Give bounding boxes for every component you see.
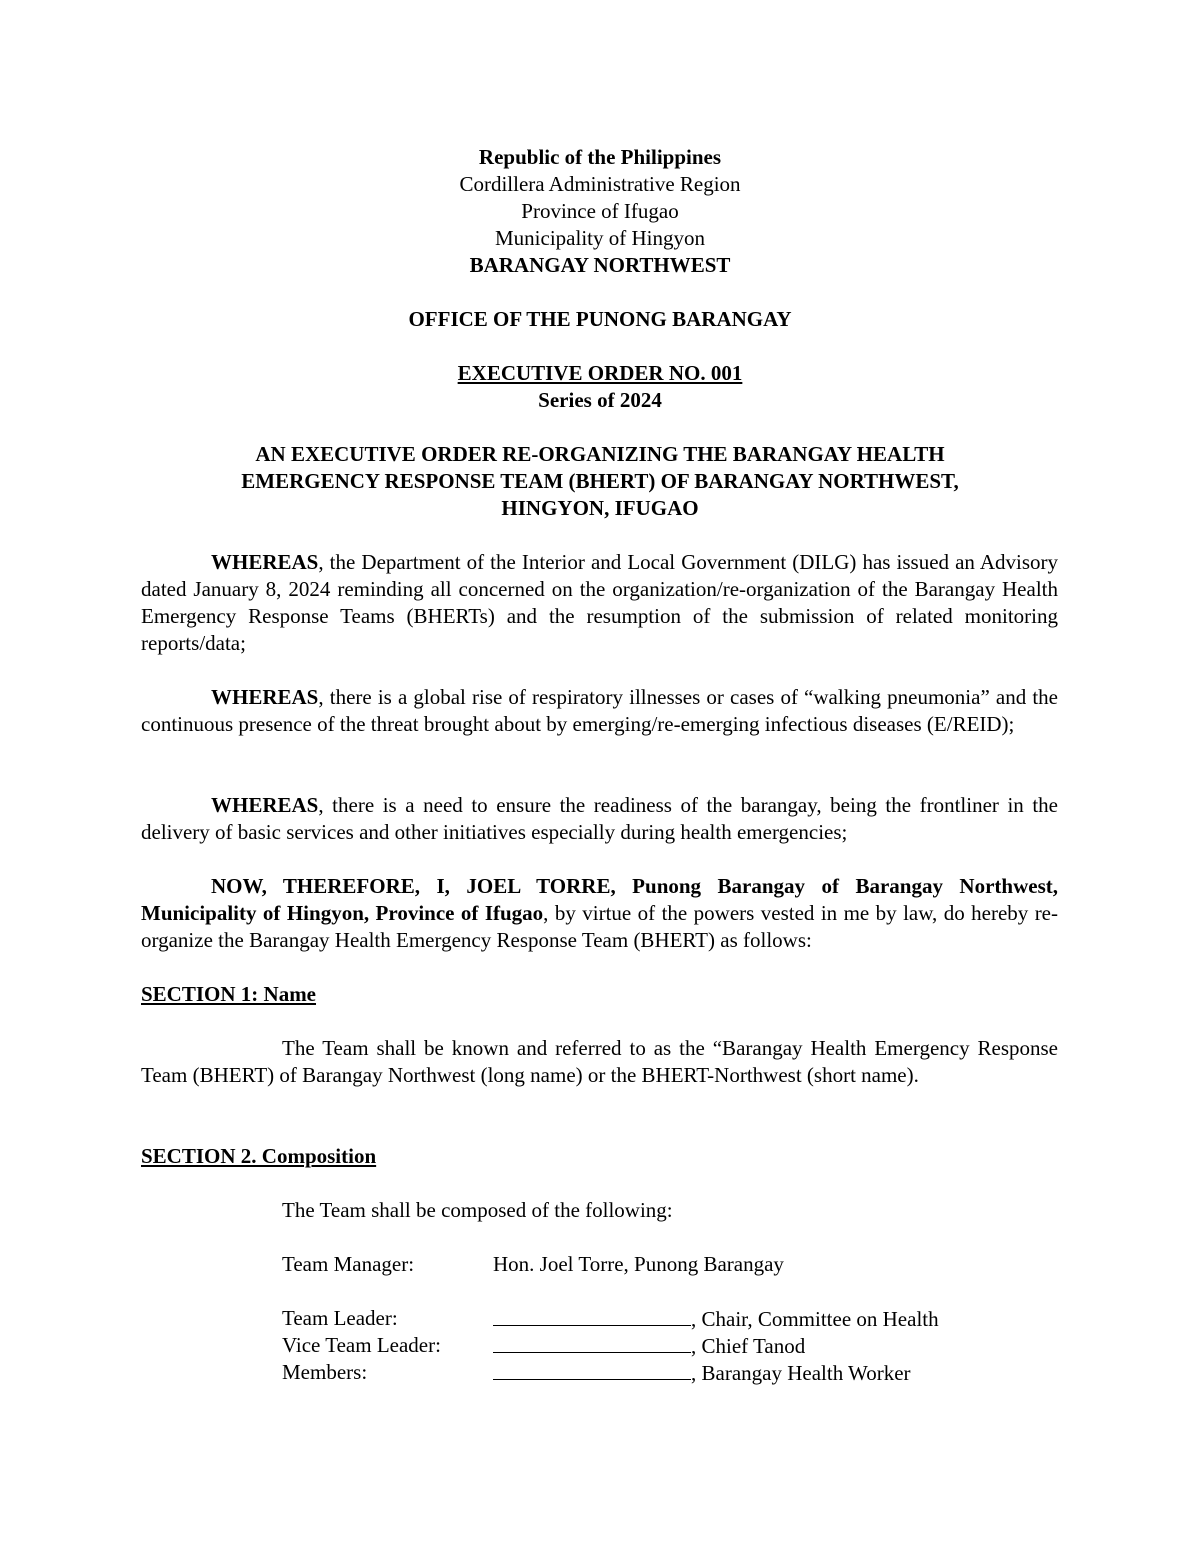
whereas-paragraph-3 — [141, 792, 1058, 846]
now-therefore-text: , by virtue of the powers vested in me by law, do hereby re-organize the Barangay Health Emergency Response Team (BHERT) as follows: — [141, 901, 1058, 952]
whereas-text: , the Department of the Interior and Local Government (DILG) has issued an Advisory dated January 8, 2024 reminding all concerned on the organization/re-organization of the Barangay Health Emergency Response Teams (BHERTs) and the resumption of the submission of related monitoring reports/data; — [141, 550, 1058, 655]
role-designation: , Chair, Committee on Health — [691, 1307, 939, 1331]
role-label: Team Leader: — [282, 1306, 398, 1330]
composition-row-manager — [282, 1251, 1062, 1278]
section2-intro: The Team shall be composed of the following: — [282, 1198, 673, 1222]
now-therefore-paragraph — [141, 873, 1058, 954]
header-barangay: BARANGAY NORTHWEST — [469, 253, 731, 277]
order-title — [0, 441, 1200, 522]
name-blank-line[interactable] — [493, 1305, 691, 1326]
header-office: OFFICE OF THE PUNONG BARANGAY — [408, 307, 792, 331]
document-header — [0, 144, 1200, 333]
whereas-lead: WHEREAS — [211, 685, 319, 709]
header-municipality: Municipality of Hingyon — [495, 226, 705, 250]
whereas-paragraph-2 — [141, 684, 1058, 738]
role-label: Team Manager: — [282, 1252, 415, 1276]
section1-text: The Team shall be known and referred to as the “Barangay Health Emergency Response Team (BHERT) of Barangay Northwest (long name) or the BHERT-Northwest (short name). — [141, 1036, 1058, 1087]
order-number: EXECUTIVE ORDER NO. 001 — [457, 361, 743, 385]
whereas-lead: WHEREAS — [211, 550, 319, 574]
now-therefore-lead: NOW, THEREFORE, I, JOEL TORRE, Punong Barangay of Barangay Northwest, Municipality of Hingyon, Province of Ifugao — [141, 874, 1058, 925]
role-designation: , Barangay Health Worker — [691, 1361, 911, 1385]
header-republic: Republic of the Philippines — [478, 145, 722, 169]
whereas-paragraph-1 — [141, 549, 1058, 657]
order-series: Series of 2024 — [538, 388, 662, 412]
role-label: Members: — [282, 1360, 368, 1384]
order-title-line1: AN EXECUTIVE ORDER RE-ORGANIZING THE BARANGAY HEALTH — [255, 442, 945, 466]
order-title-line3: HINGYON, IFUGAO — [501, 496, 699, 520]
header-region: Cordillera Administrative Region — [459, 172, 741, 196]
section1-heading: SECTION 1: Name — [141, 982, 317, 1006]
header-province: Province of Ifugao — [521, 199, 679, 223]
role-label: Vice Team Leader: — [282, 1333, 441, 1357]
composition-row-vice-team-leader — [282, 1332, 1062, 1359]
name-blank-line[interactable] — [493, 1332, 691, 1353]
section2-heading: SECTION 2. Composition — [141, 1144, 377, 1168]
role-designation: , Chief Tanod — [691, 1334, 806, 1358]
composition-row-members — [282, 1359, 1062, 1386]
name-blank-line[interactable] — [493, 1359, 691, 1380]
composition-row-team-leader — [282, 1305, 1062, 1332]
order-title-line2: EMERGENCY RESPONSE TEAM (BHERT) OF BARANGAY NORTHWEST, — [241, 469, 959, 493]
role-assignee: Hon. Joel Torre, Punong Barangay — [493, 1252, 784, 1276]
whereas-text: , there is a global rise of respiratory illnesses or cases of “walking pneumonia” and the continuous presence of the threat brought about by emerging/re-emerging infectious diseases (E/REID); — [141, 685, 1058, 736]
whereas-lead: WHEREAS — [211, 793, 319, 817]
whereas-text: , there is a need to ensure the readiness of the barangay, being the frontliner in the delivery of basic services and other initiatives especially during health emergencies; — [141, 793, 1058, 844]
order-number-block — [0, 360, 1200, 414]
